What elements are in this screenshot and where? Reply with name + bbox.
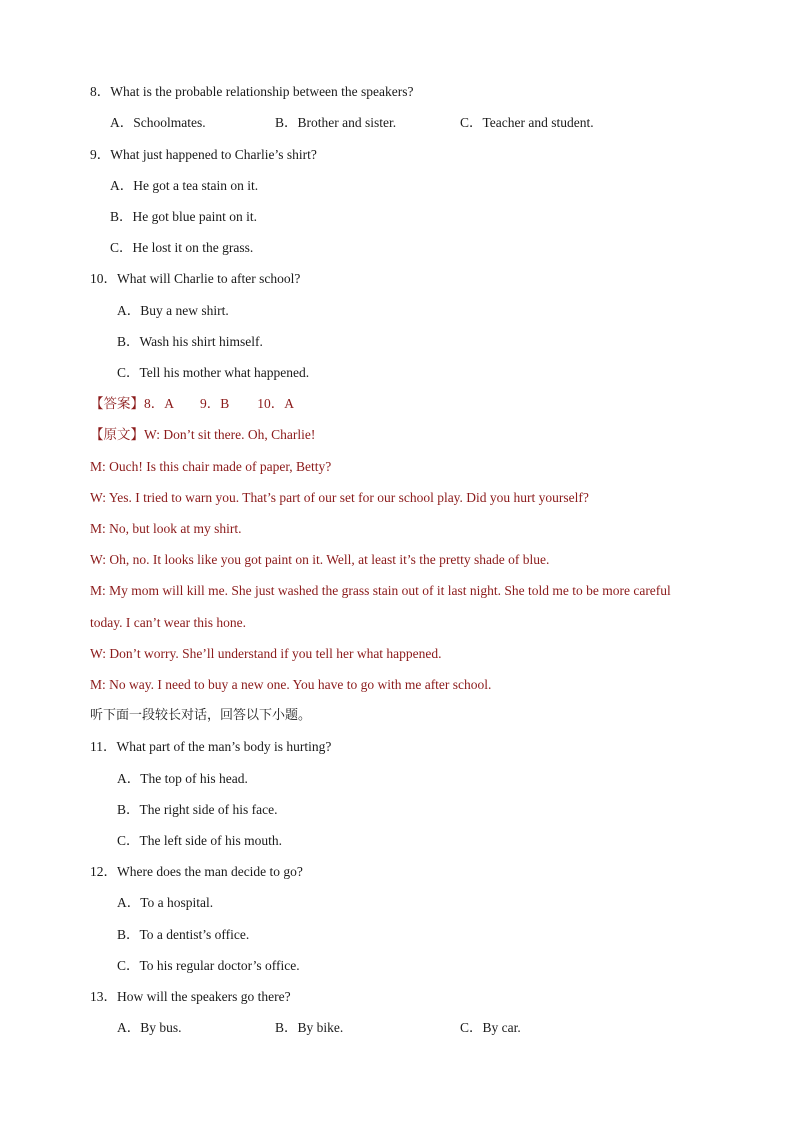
- q12-option-b: B．To a dentist’s office.: [117, 927, 250, 942]
- question-13-text: 13．How will the speakers go there?: [90, 989, 291, 1004]
- q12-option-a: A．To a hospital.: [117, 895, 214, 910]
- section-instruction: 听下面一段较长对话，回答以下小题。: [90, 708, 312, 723]
- q8-option-b: B．Brother and sister.: [275, 115, 397, 130]
- transcript-first-line: [90, 426, 315, 444]
- question-9-text: 9．What just happened to Charlie’s shirt?: [90, 147, 317, 162]
- transcript-line: M: No way. I need to buy a new one. You have to go with me after school.: [90, 677, 492, 692]
- transcript-tag: 【原文】: [90, 427, 144, 442]
- question-10-text: 10．What will Charlie to after school?: [90, 271, 301, 286]
- q13-option-a: A．By bus.: [117, 1020, 182, 1035]
- q9-option-a: A．He got a tea stain on it.: [110, 178, 259, 193]
- q13-option-c: C．By car.: [460, 1020, 521, 1035]
- transcript-line-0: W: Don’t sit there. Oh, Charlie!: [144, 427, 316, 442]
- answer-10: 10．A: [257, 396, 295, 411]
- question-11-text: 11．What part of the man’s body is hurting?: [90, 739, 332, 754]
- question-8-options: [110, 114, 730, 132]
- q10-option-a: A．Buy a new shirt.: [117, 303, 229, 318]
- q11-option-c: C．The left side of his mouth.: [117, 833, 282, 848]
- answer-9: 9．B: [200, 396, 230, 411]
- answer-tag: 【答案】: [90, 396, 144, 411]
- question-13-options: [117, 1019, 737, 1037]
- q8-option-c: C．Teacher and student.: [460, 115, 594, 130]
- q11-option-a: A．The top of his head.: [117, 771, 248, 786]
- transcript-line: W: Oh, no. It looks like you got paint on it. Well, at least it’s the pretty shade of blue.: [90, 552, 550, 567]
- transcript-line: W: Don’t worry. She’ll understand if you tell her what happened.: [90, 646, 442, 661]
- answer-line: [90, 395, 294, 413]
- transcript-line: M: No, but look at my shirt.: [90, 521, 242, 536]
- transcript-line: M: My mom will kill me. She just washed the grass stain out of it last night. She told me to be more careful: [90, 583, 671, 598]
- q13-option-b: B．By bike.: [275, 1020, 344, 1035]
- q10-option-c: C．Tell his mother what happened.: [117, 365, 310, 380]
- transcript-line: M: Ouch! Is this chair made of paper, Betty?: [90, 459, 332, 474]
- q9-option-c: C．He lost it on the grass.: [110, 240, 254, 255]
- transcript-line: W: Yes. I tried to warn you. That’s part of our set for our school play. Did you hurt yourself?: [90, 490, 589, 505]
- q9-option-b: B．He got blue paint on it.: [110, 209, 257, 224]
- q10-option-b: B．Wash his shirt himself.: [117, 334, 263, 349]
- q11-option-b: B．The right side of his face.: [117, 802, 278, 817]
- q12-option-c: C．To his regular doctor’s office.: [117, 958, 300, 973]
- q8-option-a: A．Schoolmates.: [110, 115, 206, 130]
- transcript-line: today. I can’t wear this hone.: [90, 615, 246, 630]
- question-12-text: 12．Where does the man decide to go?: [90, 864, 303, 879]
- answer-8: 8．A: [144, 396, 174, 411]
- question-8-text: 8．What is the probable relationship between the speakers?: [90, 84, 414, 99]
